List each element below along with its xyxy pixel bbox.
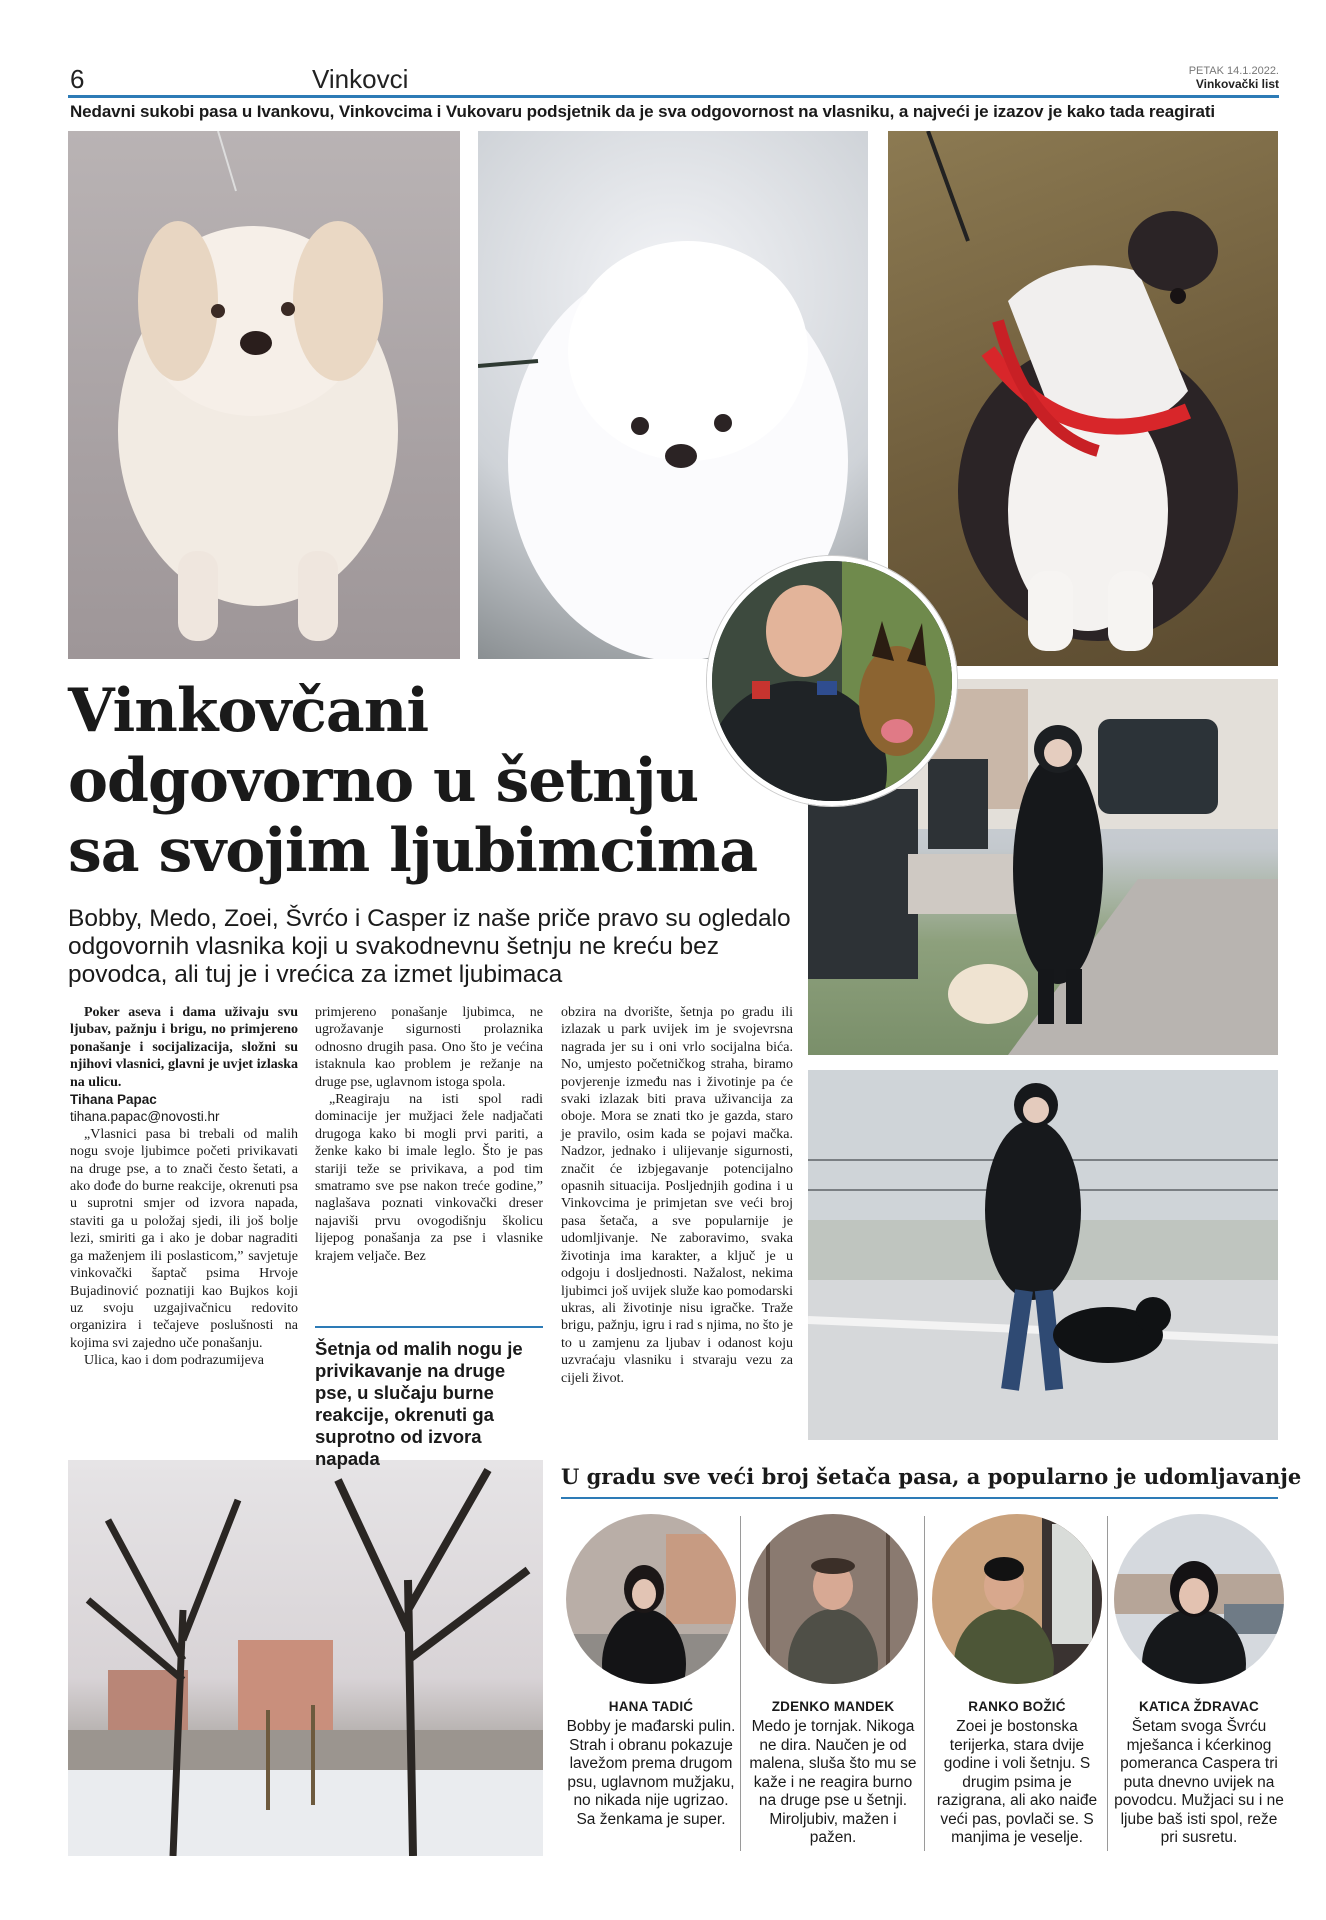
headline-line-3: sa svojim ljubimcima bbox=[68, 816, 758, 886]
photo-park-winter-trees bbox=[68, 1460, 543, 1856]
person-name: KATICA ŽDRAVAC bbox=[1138, 1699, 1260, 1714]
deck: Bobby, Medo, Zoei, Švrćo i Casper iz naše priče pravo su ogledalo odgovornih vlasnika koji u svakodnevnu šetnju ne kreću bez povodca, ali tuj je i vrećica za izmet ljubimaca bbox=[68, 905, 791, 988]
body-paragraph: obzira na dvorište, šetnja po gradu ili izlazak u park uvijek im je svojevrsna nagrada jer su i oni vrlo socijalna bića. No, umjesto početničkog straha, biramo povjerenje između nas i životinje pa će svaki izlazak biti prava uživancija za oboje. Mora se znati tko je gazda, staro je pravilo, osim kada se pojavi mačka. Nadzor, jednako i ulijevanje sigurnosti, značit će izbjegavanje potencijalno opasnih situacija. Posljednjih godina i u Vinkovcima je primjetan sve veći broj pasa šetača, a sve popularnije je udomljivanje. Ne zaboravimo, svaka životinja ima karakter, a ključ je u odgoju i dosljednosti. Nažalost, nekima ljubimci još uvijek služe kao pomodarski ukras, ali životinje nisu igračke. Traže brigu, pažnju, igru i rad s njima, no što je to u zamjenu za ljubav i odanost koju uzvraćaju vlasniku i stvaraju vezu za cijeli život. bbox=[561, 1005, 793, 1386]
person-photo bbox=[748, 1514, 918, 1684]
box-divider bbox=[1107, 1516, 1108, 1851]
person-quote: Bobby je mađarski pulin. Strah i obranu pokazuje lavežom prema drugom psu, uglavnom mužjaku, no nikada nije ugrizao. Sa ženkama je super. bbox=[566, 1718, 736, 1828]
section-title: Vinkovci bbox=[312, 64, 409, 94]
vox-pop-person bbox=[1112, 1514, 1286, 1848]
issue-date: PETAK 14.1.2022. bbox=[1188, 65, 1279, 77]
person-name: RANKO BOŽIĆ bbox=[968, 1699, 1066, 1714]
person-quote: Medo je tornjak. Nikoga ne dira. Naučen je od malena, sluša što mu se kaže i ne reagira burno na druge pse u šetnji. Miroljubiv, mažen i pažen. bbox=[749, 1718, 917, 1846]
publication-name: Vinkovački list bbox=[1195, 77, 1279, 91]
box-divider bbox=[924, 1516, 925, 1851]
author-name: Tihana Papac bbox=[70, 1092, 157, 1108]
headline-line-1: Vinkovčani bbox=[68, 676, 429, 746]
box-rule bbox=[561, 1497, 1278, 1499]
photo-boston-terrier bbox=[888, 131, 1278, 666]
column-2 bbox=[315, 1004, 543, 1265]
person-quote: Zoei je bostonska terijerka, stara dvije godine i voli šetnju. S drugim psima je razigrana, ali ako naiđe veći pas, povlači se. S manjima je veselje. bbox=[936, 1718, 1098, 1846]
issue-info bbox=[1189, 65, 1279, 91]
body-paragraph: „Reagiraju na isti spol radi dominacije jer mužjaci žele nadjačati drugoga kako bi mogli prvi pariti, a ženke kako bi imale leglo. Što je pas stariji teže se privikava, a pod tim smatramo sve pse nakon treće godine,” naglašava poznati vinkovački dreser najaviši prvu ovogodišnju školicu lijepog ponašanja za pse i vlasnike krajem veljače. Bez bbox=[315, 1092, 543, 1264]
pull-quote: Šetnja od malih nogu je privikavanje na druge pse, u slučaju burne reakcije, okrenuti ga suprotno od izvora napada bbox=[315, 1326, 543, 1470]
box-divider bbox=[740, 1516, 741, 1851]
person-quote: Šetam svoga Švrću mješanca i kćerkinog pomeranca Caspera tri puta dnevno uvijek na povodcu. Mužjaci su i ne ljube baš isti spol, reže pri susretu. bbox=[1114, 1718, 1284, 1846]
page-number: 6 bbox=[70, 64, 85, 94]
column-1 bbox=[70, 1004, 298, 1370]
kicker: Nedavni sukobi pasa u Ivankovu, Vinkovcima i Vukovaru podsjetnik da je sva odgovornost na vlasniku, a najveći je izazov je kako tada reagirati bbox=[70, 102, 1216, 121]
headline-line-2: odgovorno u šetnju bbox=[68, 746, 699, 816]
body-paragraph: primjereno ponašanje ljubimca, ne ugrožavanje sigurnosti prolaznika odnosno drugih pasa. Ono što je većina istaknula kao problem je režanje na druge pse, uglavnom istoga spola. bbox=[315, 1005, 543, 1090]
person-name: HANA TADIĆ bbox=[608, 1699, 694, 1714]
headline bbox=[68, 676, 808, 886]
header-rule bbox=[68, 95, 1279, 98]
vox-pop-person bbox=[746, 1514, 920, 1848]
person-photo bbox=[1114, 1514, 1284, 1684]
column-3 bbox=[561, 1004, 793, 1387]
person-photo bbox=[932, 1514, 1102, 1684]
photo-white-shaggy-dog bbox=[68, 131, 460, 659]
person-name: ZDENKO MANDEK bbox=[771, 1699, 895, 1714]
lead-paragraph: Poker aseva i dama uživaju svu ljubav, pažnju i brigu, no primjereno ponašanje i socijalizacija, složni su njihovi vlasnici, glavni je uvjet izlaska na ulicu. bbox=[70, 1005, 298, 1090]
person-photo bbox=[566, 1514, 736, 1684]
body-paragraph: „Vlasnici pasa bi trebali od malih nogu svoje ljubimce početi privikavati na druge pse, a to znači često šetati, a ako dođe do burne reakcije, okrenuti psa u suprotni smjer od izvora napada, staviti ga u položaj sjedi, ili još bolje lezi, smiriti ga i ako je dobar nagraditi ga maženjem ili poslasticom,” savjetuje vinkovački šaptač psima Hrvoje Bujadinović poznatiji kao Bujkos koji uz svoju uzgajivačnicu redovito organizira i tečajeve poslušnosti na kojima svi zajedno uče ponašanju. bbox=[70, 1126, 298, 1351]
author-email: tihana.papac@novosti.hr bbox=[70, 1109, 220, 1125]
vox-pop-person bbox=[930, 1514, 1104, 1848]
vox-pop-person bbox=[564, 1514, 738, 1829]
photo-man-walking-black-dog bbox=[808, 1070, 1278, 1440]
body-paragraph-tail: Ulica, kao i dom podrazumijeva bbox=[84, 1353, 264, 1369]
box-title: U gradu sve veći broj šetača pasa, a popularno je udomljavanje bbox=[561, 1464, 1302, 1489]
